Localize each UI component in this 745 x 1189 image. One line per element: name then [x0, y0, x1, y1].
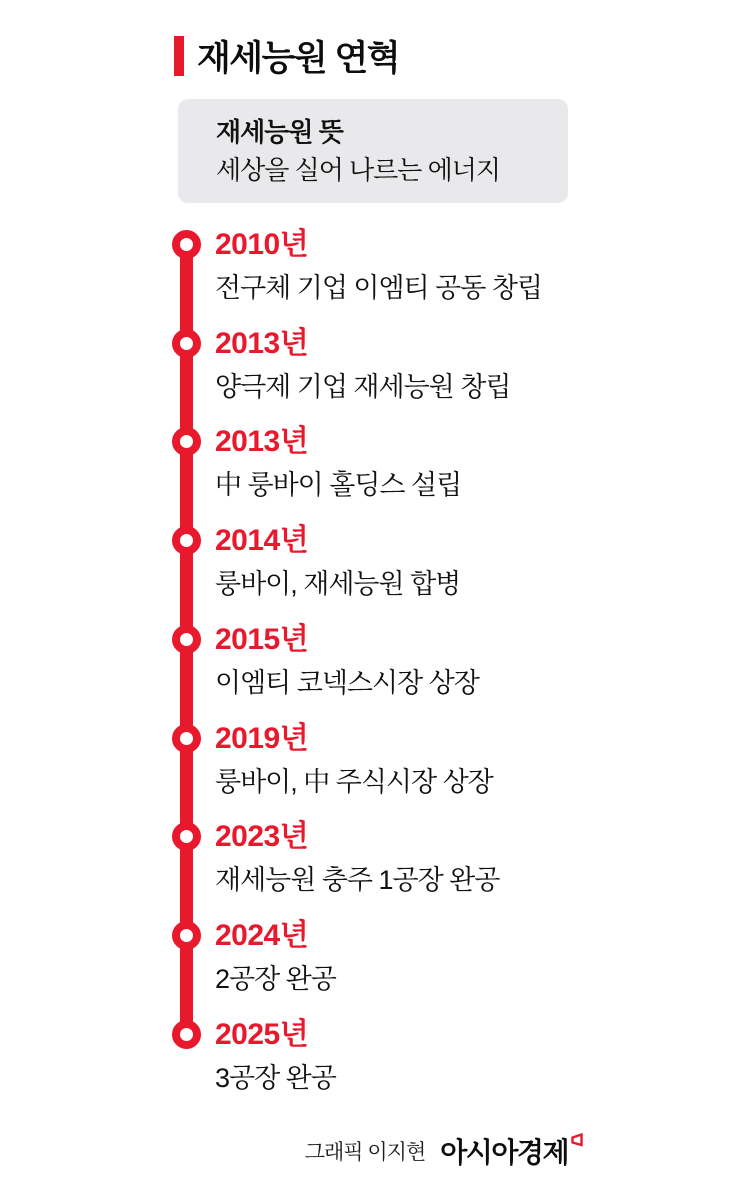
- timeline-node-icon: [172, 625, 201, 654]
- page-title: 재세능원 연혁: [197, 39, 400, 78]
- timeline-year: 2024년: [215, 919, 309, 952]
- timeline-description: 中 룽바이 홀딩스 설립: [215, 470, 462, 500]
- footer: [0, 1131, 584, 1171]
- timeline-description: 이엠티 코넥스시장 상장: [215, 668, 479, 698]
- timeline-entry: [172, 329, 510, 402]
- timeline-year: 2023년: [215, 820, 309, 853]
- timeline-entry: [172, 724, 493, 797]
- timeline-description: 3공장 완공: [215, 1063, 336, 1093]
- brand-logo: 아시아경제: [440, 1137, 568, 1168]
- timeline-node-icon: [172, 822, 201, 851]
- timeline-year: 2015년: [215, 623, 309, 656]
- timeline-description: 룽바이, 中 주식시장 상장: [215, 767, 493, 797]
- definition-title: 재세능원 뜻: [216, 117, 343, 147]
- timeline-entry: [172, 230, 542, 303]
- timeline-entry: [172, 1020, 336, 1093]
- timeline-year: 2019년: [215, 722, 309, 755]
- asiae-logo-mark-icon: [570, 1133, 584, 1149]
- timeline-description: 재세능원 충주 1공장 완공: [215, 865, 500, 895]
- timeline-description: 2공장 완공: [215, 964, 336, 994]
- graphic-credit: 그래픽 이지현: [304, 1141, 426, 1164]
- title-accent-bar: [174, 36, 184, 76]
- timeline-year: 2010년: [215, 228, 309, 261]
- timeline-entry: [172, 625, 479, 698]
- timeline-node-icon: [172, 329, 201, 358]
- timeline-node-icon: [172, 724, 201, 753]
- timeline-year: 2025년: [215, 1018, 309, 1051]
- timeline-entry: [172, 526, 460, 599]
- timeline-node-icon: [172, 526, 201, 555]
- timeline-year: 2013년: [215, 327, 309, 360]
- definition-box: [178, 99, 568, 203]
- timeline-node-icon: [172, 230, 201, 259]
- timeline-node-icon: [172, 427, 201, 456]
- timeline-entry: [172, 427, 461, 500]
- timeline-entry: [172, 822, 499, 895]
- definition-body: 세상을 실어 나르는 에너지: [216, 155, 500, 185]
- timeline-description: 룽바이, 재세능원 합병: [215, 569, 461, 599]
- timeline-node-icon: [172, 921, 201, 950]
- timeline-year: 2014년: [215, 524, 309, 557]
- timeline-year: 2013년: [215, 425, 309, 458]
- timeline-node-icon: [172, 1020, 201, 1049]
- timeline-entry: [172, 921, 336, 994]
- page-header: [174, 31, 399, 81]
- timeline-description: 양극제 기업 재세능원 창립: [215, 372, 511, 402]
- timeline-description: 전구체 기업 이엠티 공동 창립: [215, 273, 542, 303]
